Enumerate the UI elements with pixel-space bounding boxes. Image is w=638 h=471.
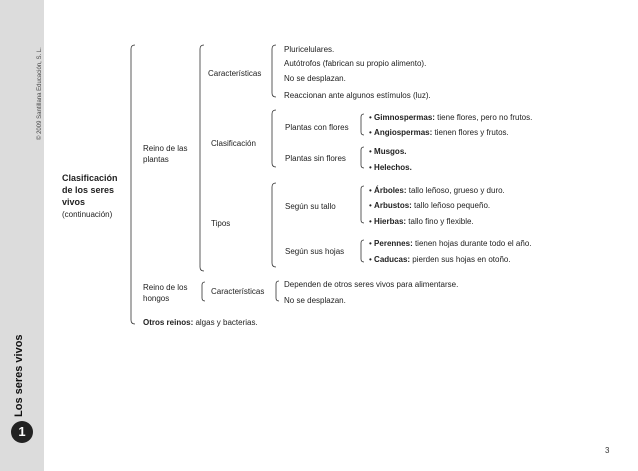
diagram-title — [62, 172, 124, 221]
bracket-sin-flores — [361, 147, 364, 168]
plantas-sin-flores-label: Plantas sin flores — [285, 154, 346, 163]
caracteristica-item: No se desplazan. — [284, 74, 346, 83]
segun-tallo-label: Según su tallo — [285, 202, 336, 211]
hongos-caracteristica-item: Dependen de otros seres vivos para alimentarse. — [284, 280, 459, 289]
reino-plantas-label: Reino de las plantas — [143, 144, 188, 164]
reino-hongos-label: Reino de los hongos — [143, 283, 188, 303]
tipos-label: Tipos — [211, 219, 231, 228]
bracket-hojas — [361, 240, 364, 262]
bracket-tipos — [272, 183, 276, 267]
sin-flores-item: • Musgos. — [369, 147, 407, 156]
bracket-tallo — [361, 186, 364, 223]
plantas-caracteristicas-label: Características — [208, 69, 262, 78]
con-flores-item: • Angiospermas: tienen flores y frutos. — [369, 128, 509, 137]
tallo-item: • Hierbas: tallo fino y flexible. — [369, 217, 474, 226]
hongos-caracteristicas-label: Características — [211, 287, 265, 296]
hojas-item: • Caducas: pierden sus hojas en otoño. — [369, 255, 511, 264]
bracket-plantas — [200, 45, 204, 271]
hojas-item: • Perennes: tienen hojas durante todo el año. — [369, 239, 532, 248]
unit-title: Los seres vivos — [13, 334, 25, 417]
otros-reinos: Otros reinos: algas y bacterias. — [143, 318, 258, 327]
caracteristica-item: Pluricelulares. — [284, 45, 335, 54]
bracket-clasificacion — [272, 110, 276, 167]
bracket-caracteristicas-hongos — [202, 282, 205, 301]
caracteristica-item: Reaccionan ante algunos estímulos (luz). — [284, 91, 431, 100]
caracteristica-item: Autótrofos (fabrican su propio alimento). — [284, 59, 427, 68]
segun-hojas-label: Según sus hojas — [285, 247, 345, 256]
page-number: 3 — [605, 446, 610, 455]
unit-number-badge: 1 — [11, 421, 33, 443]
clasificacion-label: Clasificación — [211, 139, 256, 148]
copyright-notice: © 2009 Santillana Educación, S. L. — [37, 47, 43, 140]
bracket-kingdoms — [131, 45, 135, 324]
sin-flores-item: • Helechos. — [369, 163, 412, 172]
bracket-hongos-items — [276, 281, 279, 301]
hongos-caracteristica-item: No se desplazan. — [284, 296, 346, 305]
plantas-con-flores-label: Plantas con flores — [285, 123, 349, 132]
tallo-item: • Arbustos: tallo leñoso pequeño. — [369, 201, 491, 210]
bracket-con-flores — [361, 114, 364, 135]
con-flores-item: • Gimnospermas: tiene flores, pero no frutos. — [369, 113, 533, 122]
bracket-caracteristicas-plantas — [272, 45, 276, 97]
diagram-title-text: Clasificación de los seres vivos — [62, 173, 118, 207]
diagram-subtitle: (continuación) — [62, 210, 113, 219]
tallo-item: • Árboles: tallo leñoso, grueso y duro. — [369, 186, 505, 195]
